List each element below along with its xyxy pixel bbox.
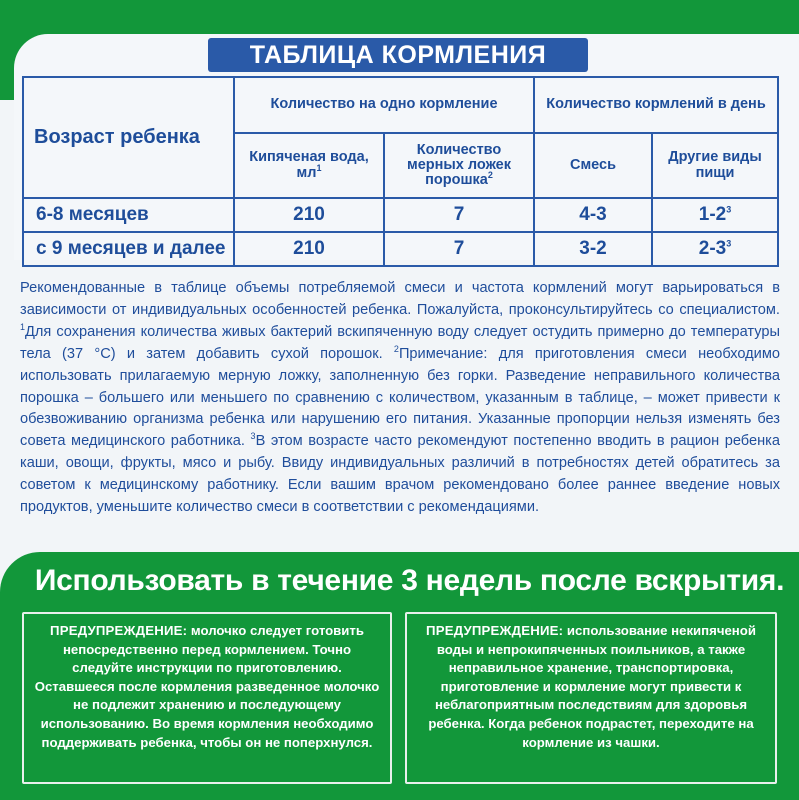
col-spoons-header: Количество мерных ложек порошка$^2$ [384,133,534,198]
warning-label: ПРЕДУПРЕЖДЕНИЕ: [50,623,188,638]
row-other-cell: $2-3^3$ [652,232,778,266]
row-mix-cell: 4-3 [534,198,652,232]
warning-box-storage [405,612,777,784]
row-spoons-cell: 7 [384,198,534,232]
group-per-feeding-header: Количество на одно кормление [234,77,534,133]
row-water-cell: 210 [234,198,384,232]
group-per-day-header: Количество кормлений в день [534,77,778,133]
feeding-table-title: ТАБЛИЦА КОРМЛЕНИЯ [208,38,588,72]
col-other-food-header: Другие виды пищи [652,133,778,198]
row-water-cell: 210 [234,232,384,266]
warning-box-preparation [22,612,392,784]
table-row [23,198,778,232]
feeding-table [22,76,779,267]
row-spoons-cell: 7 [384,232,534,266]
col-mix-header: Смесь [534,133,652,198]
row-age-cell: с 9 месяцев и далее [23,232,234,266]
row-mix-cell: 3-2 [534,232,652,266]
table-header-row-1 [23,77,778,133]
col-water-header: Кипяченая вода, $мл^1$ [234,133,384,198]
row-other-cell: $1-2^3$ [652,198,778,232]
warning-text: молочко следует готовить непосредственно перед кормлением. Точно следуйте инструкции по приготовлению. Оставшееся после кормления разведенное молочко не подлежит хранению и последующему использованию. Во время кормления необходимо поддерживать ребенка, чтобы он не поперхнулся. [34,623,380,750]
warning-text: использование некипяченой воды и непрокипяченных поильников, а также неправильное хранение, транспортировка, приготовление и кормление могут привести к неблагоприятным последствиям для здоровья ребенка. Когда ребенок подрастет, переходите на кормление из чашки. [428,623,756,750]
feeding-notes: Рекомендованные в таблице объемы потребляемой смеси и частота кормлений могут варьироваться в зависимости от индивидуальных особенностей ребенка. Пожалуйста, проконсультируйтесь со специалистом. $^1$Для сохранения количества живых бактерий вскипяченную воду следует остудить примерно до температуры тела (37 °С) и затем добавить сухой порошок. $^2$Примечание: для приготовления смеси необходимо использовать прилагаемую мерную ложку, заполненную без горки. Разведение неправильного количества порошка – большего или меньшего по сравнению с количеством, указанным в таблице, – может привести к обезвоживанию организма ребенка или нарушению его питания. Указанные пропорции нельзя изменять без совета медицинского работника. $^3$В этом возрасте часто рекомендуют постепенно вводить в рацион ребенка каши, овощи, фрукты, мясо и рыбу. Ввиду индивидуальных различий в потребностях детей обратитесь за советом к медицинскому работнику. Если вашим врачом рекомендовано более раннее введение новых продуктов, уменьшите количество смеси в соответствии с рекомендациями. [20,280,781,516]
row-age-cell: 6-8 месяцев [23,198,234,232]
warning-label: ПРЕДУПРЕЖДЕНИЕ: [426,623,564,638]
use-within-banner: Использовать в течение 3 недель после вскрытия. [34,564,785,597]
col-age-header: Возраст ребенка [23,77,234,198]
table-row [23,232,778,266]
